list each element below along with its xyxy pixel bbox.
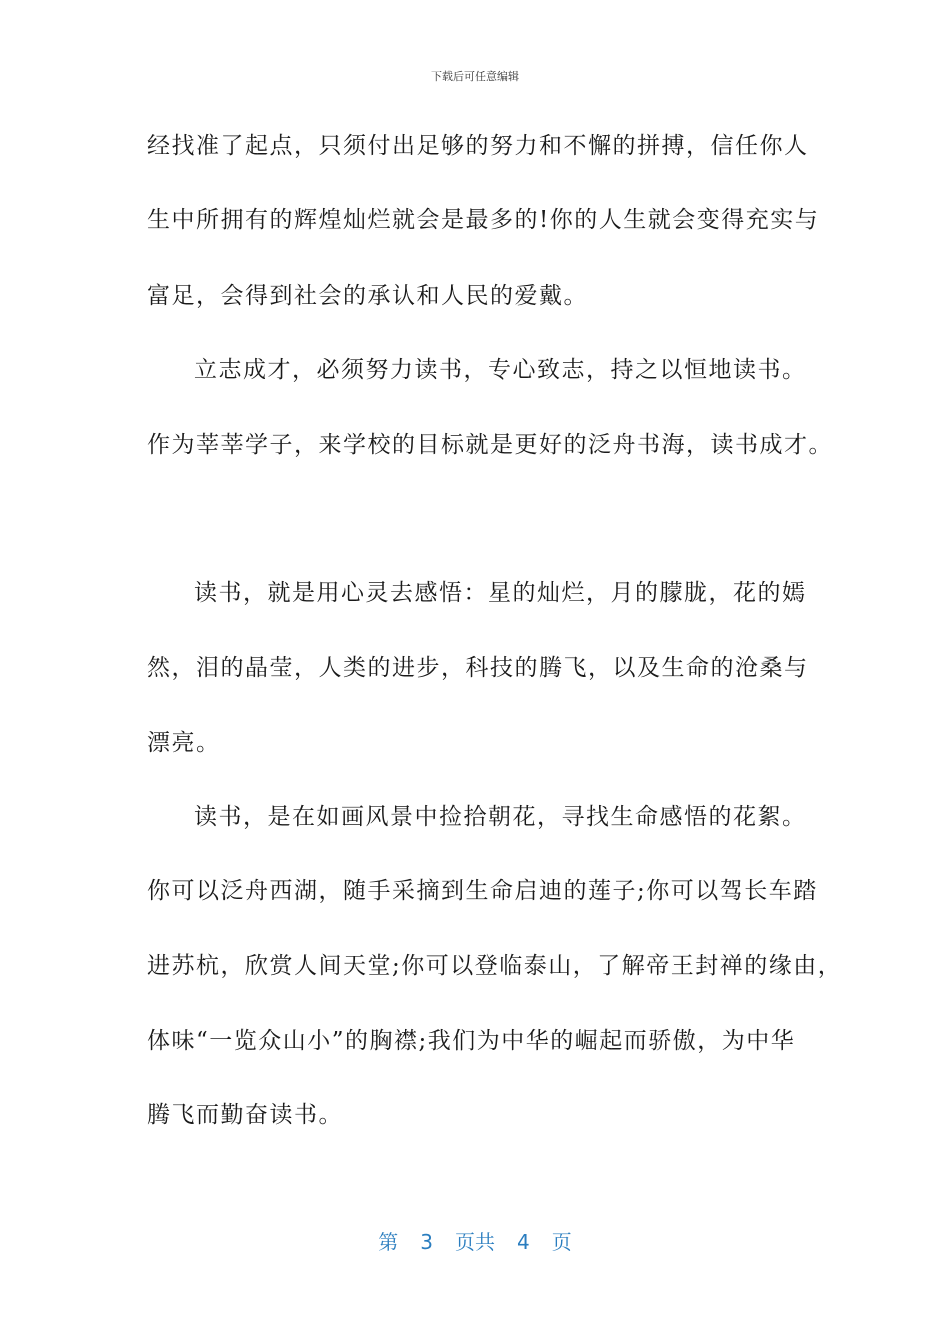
body-line: 生中所拥有的辉煌灿烂就会是最多的!你的人生就会变得充实与 (147, 207, 820, 233)
body-line: 富足，会得到社会的承认和人民的爱戴。 (147, 283, 588, 309)
body-line: 进苏杭，欣赏人间天堂;你可以登临泰山，了解帝王封禅的缘由， (147, 953, 843, 979)
body-line: 体味“一览众山小”的胸襟;我们为中华的崛起而骄傲，为中华 (147, 1028, 796, 1054)
page-header-note: 下载后可任意编辑 (431, 70, 519, 83)
body-line: 立志成才，必须努力读书，专心致志，持之以恒地读书。 (194, 357, 807, 383)
page-suffix: 页 (551, 1230, 572, 1254)
page-middle: 页共 (455, 1230, 495, 1254)
page-prefix: 第 (378, 1230, 399, 1254)
body-line: 读书，就是用心灵去感悟：星的灿烂，月的朦胧，花的嫣 (194, 580, 807, 606)
total-pages-number: 4 (517, 1230, 530, 1254)
body-line: 经找准了起点，只须付出足够的努力和不懈的拼搏，信任你人 (147, 133, 809, 159)
current-page-number: 3 (420, 1230, 433, 1254)
body-line: 你可以泛舟西湖，随手采摘到生命启迪的莲子;你可以驾长车踏 (147, 878, 818, 904)
body-line: 然，泪的晶莹，人类的进步，科技的腾飞，以及生命的沧桑与 (147, 655, 809, 681)
page-footer (0, 1226, 950, 1255)
body-line: 读书，是在如画风景中捡拾朝花，寻找生命感悟的花絮。 (194, 804, 807, 830)
body-line: 作为莘莘学子，来学校的目标就是更好的泛舟书海，读书成才。 (147, 432, 833, 458)
body-line: 漂亮。 (147, 730, 221, 756)
body-line: 腾飞而勤奋读书。 (147, 1102, 343, 1128)
